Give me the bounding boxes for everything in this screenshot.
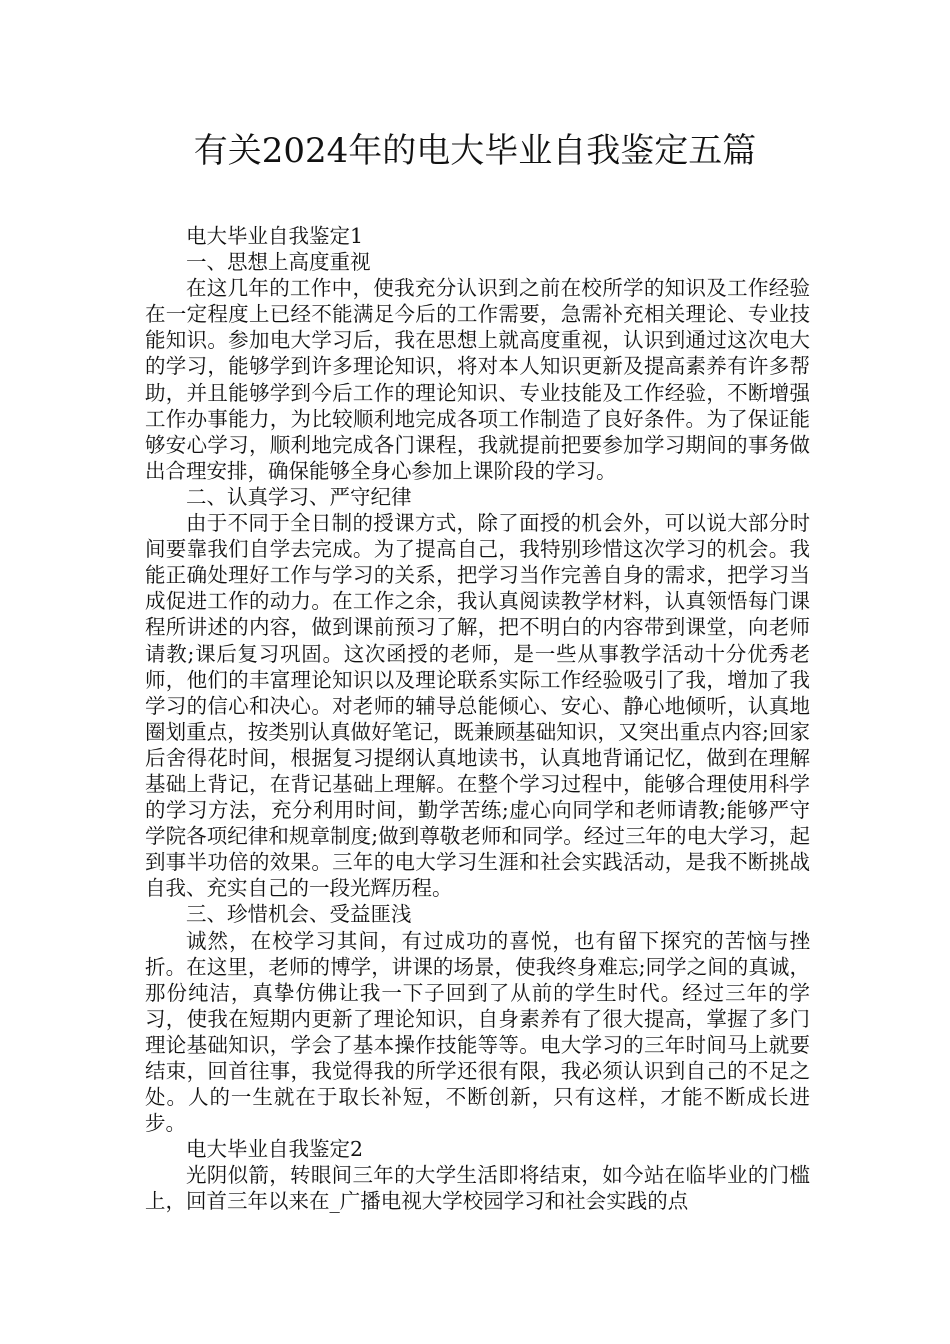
subsection-heading: 一、思想上高度重视 — [186, 250, 371, 275]
section-heading: 电大毕业自我鉴定1 — [186, 224, 364, 248]
document-body — [145, 223, 810, 1215]
body-paragraph: 光阴似箭，转眼间三年的大学生活即将结束，如今站在临毕业的门槛上，回首三年以来在_广播电视大学校园学习和社会实践的点 — [145, 1163, 810, 1214]
body-paragraph: 诚然，在校学习其间，有过成功的喜悦，也有留下探究的苦恼与挫折。在这里，老师的博学，讲课的场景，使我终身难忘;同学之间的真诚，那份纯洁，真挚仿佛让我一下子回到了从前的学生时代。经过三年的学习，使我在短期内更新了理论知识，自身素养有了很大提高，掌握了多门理论基础知识，学会了基本操作技能等等。电大学习的三年时间马上就要结束，回首往事，我觉得我的所学还很有限，我必须认识到自己的不足之处。人的一生就在于取长补短，不断创新，只有这样，才能不断成长进步。 — [145, 928, 810, 1136]
body-paragraph: 由于不同于全日制的授课方式，除了面授的机会外，可以说大部分时间要靠我们自学去完成。为了提高自己，我特别珍惜这次学习的机会。我能正确处理好工作与学习的关系，把学习当作完善自身的需求，把学习当成促进工作的动力。在工作之余，我认真阅读教学材料，认真领悟每门课程所讲述的内容，做到课前预习了解，把不明白的内容带到课堂，向老师请教;课后复习巩固。这次函授的老师，是一些从事教学活动十分优秀老师，他们的丰富理论知识以及理论联系实际工作经验吸引了我，增加了我学习的信心和决心。对老师的辅导总能倾心、安心、静心地倾听，认真地圈划重点，按类别认真做好笔记，既兼顾基础知识，又突出重点内容;回家后舍得花时间，根据复习提纲认真地读书，认真地背诵记忆，做到在理解基础上背记，在背记基础上理解。在整个学习过程中，能够合理使用科学的学习方法，充分利用时间，勤学苦练;虚心向同学和老师请教;能够严守学院各项纪律和规章制度;做到尊敬老师和同学。经过三年的电大学习，起到事半功倍的效果。三年的电大学习生涯和社会实践活动，是我不断挑战自我、充实自己的一段光辉历程。 — [145, 511, 810, 901]
section-heading: 电大毕业自我鉴定2 — [186, 1137, 364, 1162]
page-title: 有关2024年的电大毕业自我鉴定五篇 — [193, 131, 757, 171]
subsection-heading: 二、认真学习、严守纪律 — [186, 484, 412, 509]
body-paragraph: 在这几年的工作中，使我充分认识到之前在校所学的知识及工作经验在一定程度上已经不能满足今后的工作需要，急需补充相关理论、专业技能知识。参加电大学习后，我在思想上就高度重视，认识到通过这次电大的学习，能够学到许多理论知识，将对本人知识更新及提高素养有许多帮助，并且能够学到今后工作的理论知识、专业技能及工作经验，不断增强工作办事能力，为比较顺利地完成各项工作制造了良好条件。为了保证能够安心学习，顺利地完成各门课程，我就提前把要参加学习期间的事务做出合理安排，确保能够全身心参加上课阶段的学习。 — [145, 276, 810, 483]
subsection-heading: 三、珍惜机会、受益匪浅 — [186, 902, 412, 927]
